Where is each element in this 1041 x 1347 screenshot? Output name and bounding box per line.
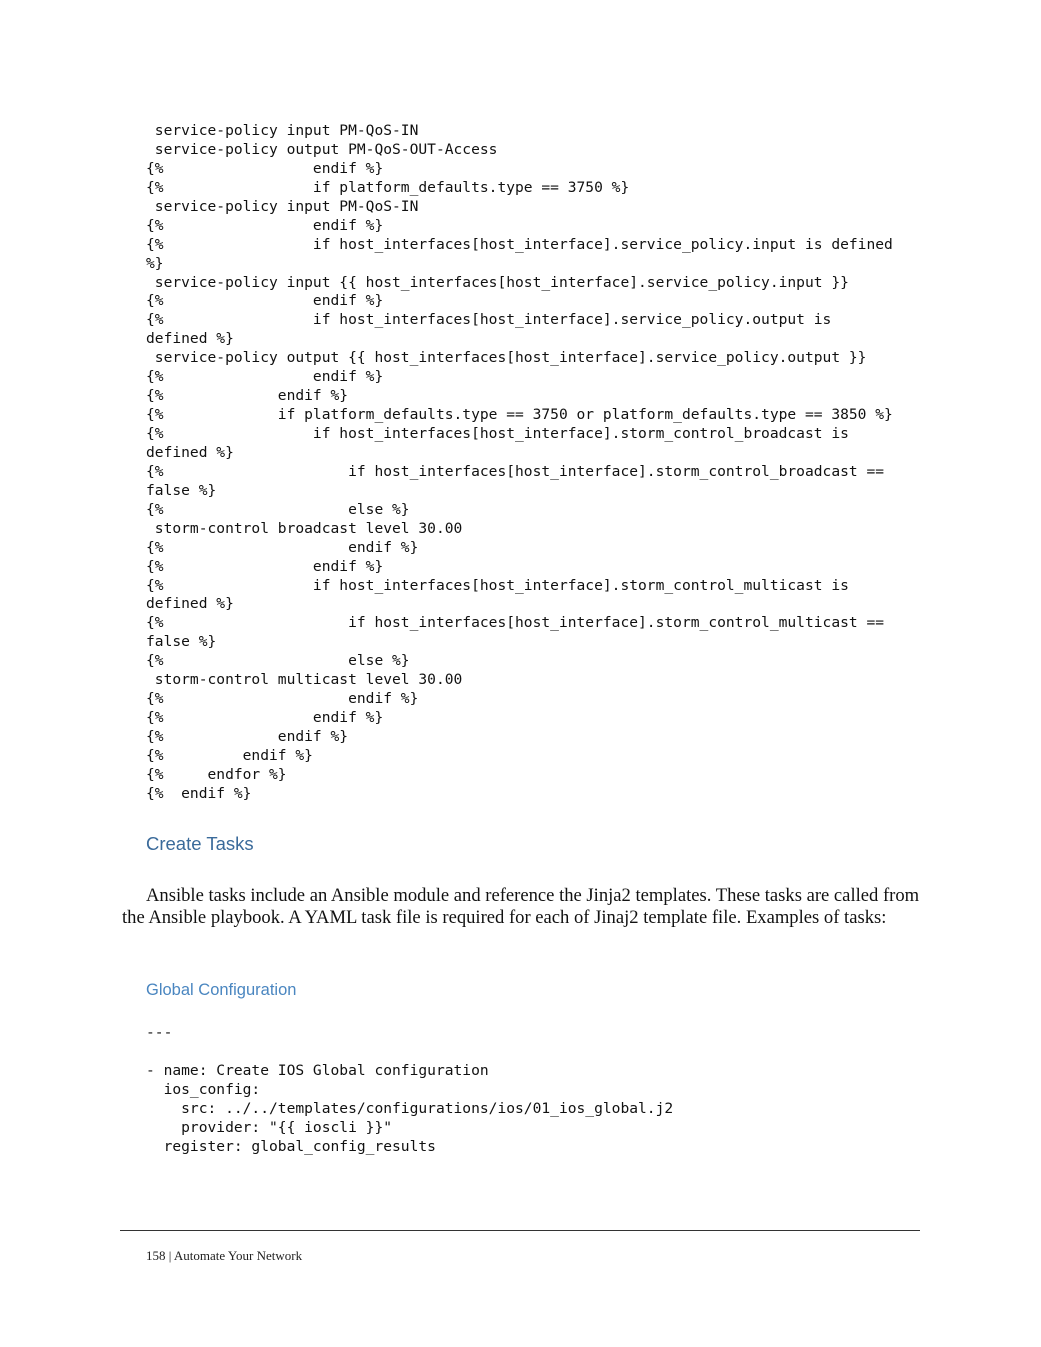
code-line: {% if host_interfaces[host_interface].storm_control_broadcast == (146, 462, 885, 480)
code-line: {% endif %} (146, 216, 384, 234)
code-line: false %} (146, 633, 217, 651)
section-heading: Create Tasks (146, 833, 254, 854)
code-line: storm-control broadcast level 30.00 (146, 519, 463, 537)
code-line: {% else %} (146, 652, 410, 670)
subsection-heading: Global Configuration (146, 981, 297, 999)
code-line: register: global_config_results (146, 1137, 436, 1155)
code-line: {% endif %} (146, 746, 313, 764)
code-line: {% endfor %} (146, 765, 287, 783)
code-line: {% endif %} (146, 690, 419, 708)
code-line: {% endif %} (146, 292, 384, 310)
code-line: {% endif %} (146, 728, 349, 745)
code-line: defined %} (146, 330, 234, 348)
code-line: {% endif %} (146, 538, 419, 556)
code-line: {% endif %} (146, 784, 252, 802)
footer-divider (120, 1230, 920, 1231)
code-line (146, 1043, 946, 1062)
code-line: {% endif %} (146, 557, 384, 575)
code-line: defined %} (146, 595, 234, 613)
yaml-code-block (146, 1024, 946, 1157)
code-line: service-policy input {{ host_interfaces[host_interface].service_policy.input }} (146, 273, 849, 291)
jinja2-code-block (146, 122, 946, 804)
code-line: service-policy output PM-QoS-OUT-Access (146, 140, 498, 158)
body-paragraph: Ansible tasks include an Ansible module and reference the Jinja2 templates. These tasks are called from the Ansible playbook. A YAML task file is required for each of Jinaj2 template file. Examples of tasks: (122, 885, 920, 928)
code-line: - name: Create IOS Global configuration (146, 1061, 489, 1079)
code-line: service-policy output {{ host_interfaces[host_interface].service_policy.output }} (146, 349, 867, 367)
code-line: {% if platform_defaults.type == 3750 or platform_defaults.type == 3850 %} (146, 406, 893, 424)
code-line: defined %} (146, 443, 234, 461)
code-line: {% endif %} (146, 159, 384, 177)
code-line: {% if host_interfaces[host_interface].service_policy.output is (146, 311, 832, 329)
code-line: %} (146, 254, 164, 272)
code-line: {% if platform_defaults.type == 3750 %} (146, 178, 630, 196)
code-line: {% endif %} (146, 709, 384, 727)
code-line: {% endif %} (146, 387, 349, 405)
code-line: service-policy input PM-QoS-IN (146, 197, 419, 215)
code-line: --- (146, 1024, 173, 1041)
code-line: storm-control multicast level 30.00 (146, 671, 463, 689)
code-line: ios_config: (146, 1080, 261, 1098)
code-line: {% endif %} (146, 368, 384, 386)
code-line: false %} (146, 481, 217, 499)
code-line: {% if host_interfaces[host_interface].storm_control_multicast == (146, 614, 885, 632)
page-footer: 158 | Automate Your Network (146, 1248, 303, 1263)
code-line: service-policy input PM-QoS-IN (146, 122, 419, 139)
code-line: provider: "{{ ioscli }}" (146, 1118, 393, 1136)
code-line: {% else %} (146, 500, 410, 518)
code-line: {% if host_interfaces[host_interface].service_policy.input is defined (146, 235, 893, 253)
code-line: {% if host_interfaces[host_interface].storm_control_broadcast is (146, 425, 849, 442)
code-line: {% if host_interfaces[host_interface].storm_control_multicast is (146, 576, 849, 594)
code-line: src: ../../templates/configurations/ios/01_ios_global.j2 (146, 1099, 674, 1117)
